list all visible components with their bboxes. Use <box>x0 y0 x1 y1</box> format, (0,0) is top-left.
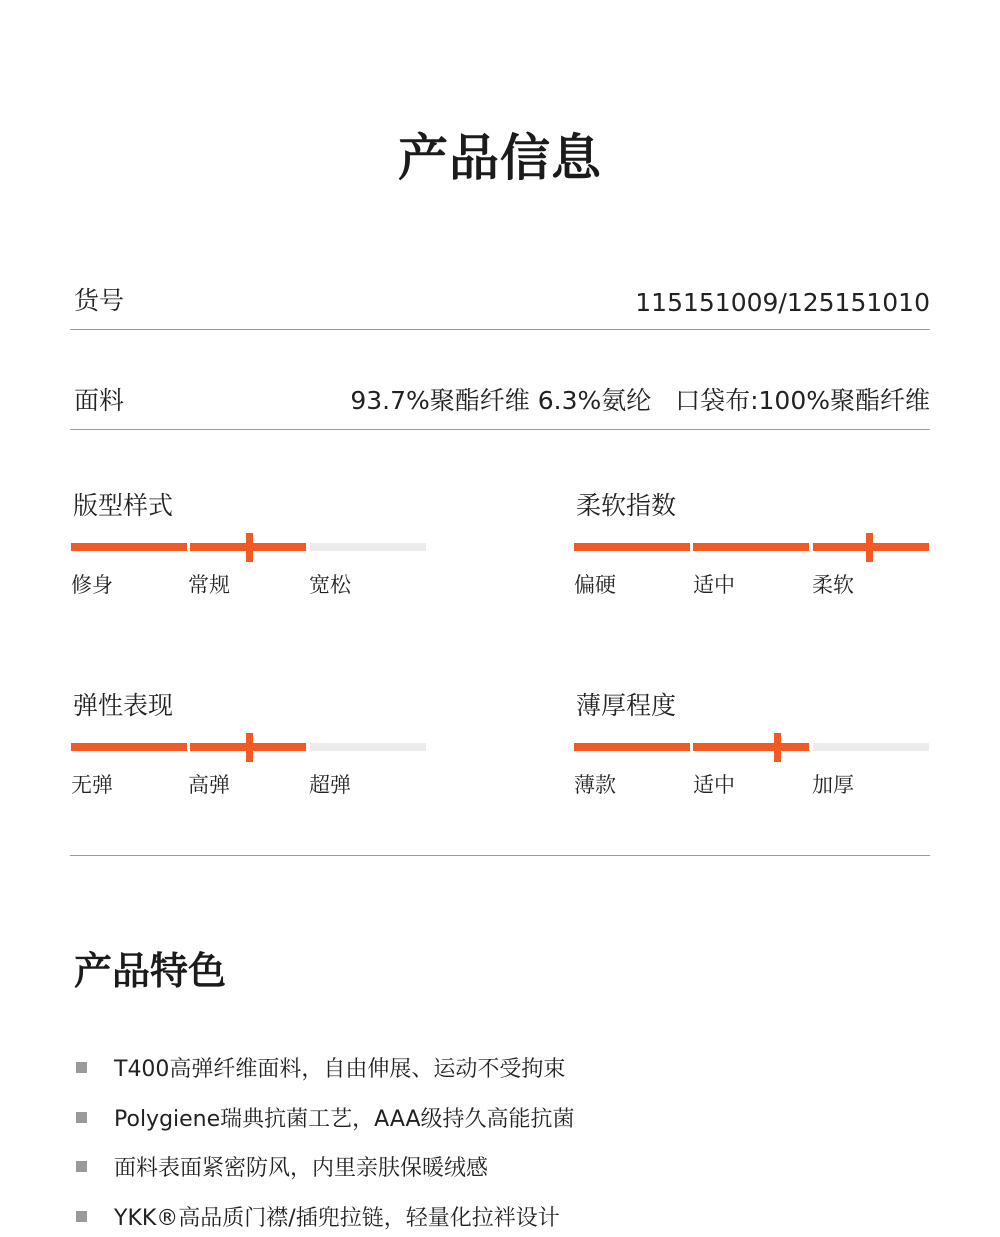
section-divider <box>70 855 930 856</box>
gauge-tick-label: 加厚 <box>812 773 854 797</box>
gauge-tick-label: 柔软 <box>812 573 854 597</box>
gauge-tick-label: 适中 <box>693 573 735 597</box>
gauge-tick-label: 无弹 <box>71 773 113 797</box>
feature-text: T400高弹纤维面料，自由伸展、运动不受拘束 <box>114 1057 566 1082</box>
gauge-segment <box>813 743 929 751</box>
gauge-segment <box>693 743 809 751</box>
feature-text: 面料表面紧密防风，内里亲肤保暖绒感 <box>114 1156 489 1181</box>
gauge-tick-label: 修身 <box>71 573 113 597</box>
gauge-tick-label: 薄款 <box>574 773 616 797</box>
gauge-marker <box>246 733 253 762</box>
gauge-tick-label: 常规 <box>188 573 230 597</box>
page-title: 产品信息 <box>398 129 602 187</box>
fabric-value: 93.7%聚酯纤维 6.3%氨纶 口袋布:100%聚酯纤维 <box>350 386 930 415</box>
gauge-segment <box>310 743 426 751</box>
bullet-icon <box>76 1211 87 1222</box>
info-row-fabric <box>70 349 930 430</box>
gauge-title: 柔软指数 <box>576 491 677 520</box>
fabric-label: 面料 <box>74 386 125 415</box>
bullet-icon <box>76 1112 87 1123</box>
feature-item <box>76 1197 776 1237</box>
bullet-icon <box>76 1062 87 1073</box>
gauge-title: 薄厚程度 <box>576 691 677 720</box>
feature-item <box>76 1098 776 1138</box>
gauge-marker <box>246 533 253 562</box>
feature-item <box>76 1048 776 1088</box>
info-row-sku <box>70 249 930 330</box>
feature-text: Polygiene瑞典抗菌工艺，AAA级持久高能抗菌 <box>114 1107 575 1132</box>
gauge-track <box>71 543 427 551</box>
gauge-tick-label: 高弹 <box>188 773 230 797</box>
gauge-segment <box>693 543 809 551</box>
gauge-segment <box>310 543 426 551</box>
bullet-icon <box>76 1161 87 1172</box>
feature-item <box>76 1147 776 1187</box>
gauge-marker <box>774 733 781 762</box>
gauge-thickness <box>574 686 930 796</box>
gauge-softness <box>574 486 930 596</box>
gauge-title: 弹性表现 <box>73 691 174 720</box>
sku-label: 货号 <box>74 286 125 315</box>
gauge-tick-label: 超弹 <box>309 773 351 797</box>
gauge-track <box>574 743 930 751</box>
gauge-track <box>71 743 427 751</box>
feature-text: YKK®高品质门襟/插兜拉链，轻量化拉袢设计 <box>114 1206 560 1231</box>
gauge-elasticity <box>71 686 427 796</box>
gauge-tick-label: 适中 <box>693 773 735 797</box>
gauge-track <box>574 543 930 551</box>
gauge-segment <box>574 543 690 551</box>
gauge-segment <box>71 543 187 551</box>
gauge-tick-label: 宽松 <box>309 573 351 597</box>
gauge-fit-style <box>71 486 427 596</box>
gauge-segment <box>71 743 187 751</box>
gauge-tick-label: 偏硬 <box>574 573 616 597</box>
gauge-segment <box>574 743 690 751</box>
gauge-title: 版型样式 <box>73 491 174 520</box>
sku-value: 115151009/125151010 <box>635 288 930 317</box>
gauge-marker <box>866 533 873 562</box>
features-title: 产品特色 <box>74 949 227 993</box>
